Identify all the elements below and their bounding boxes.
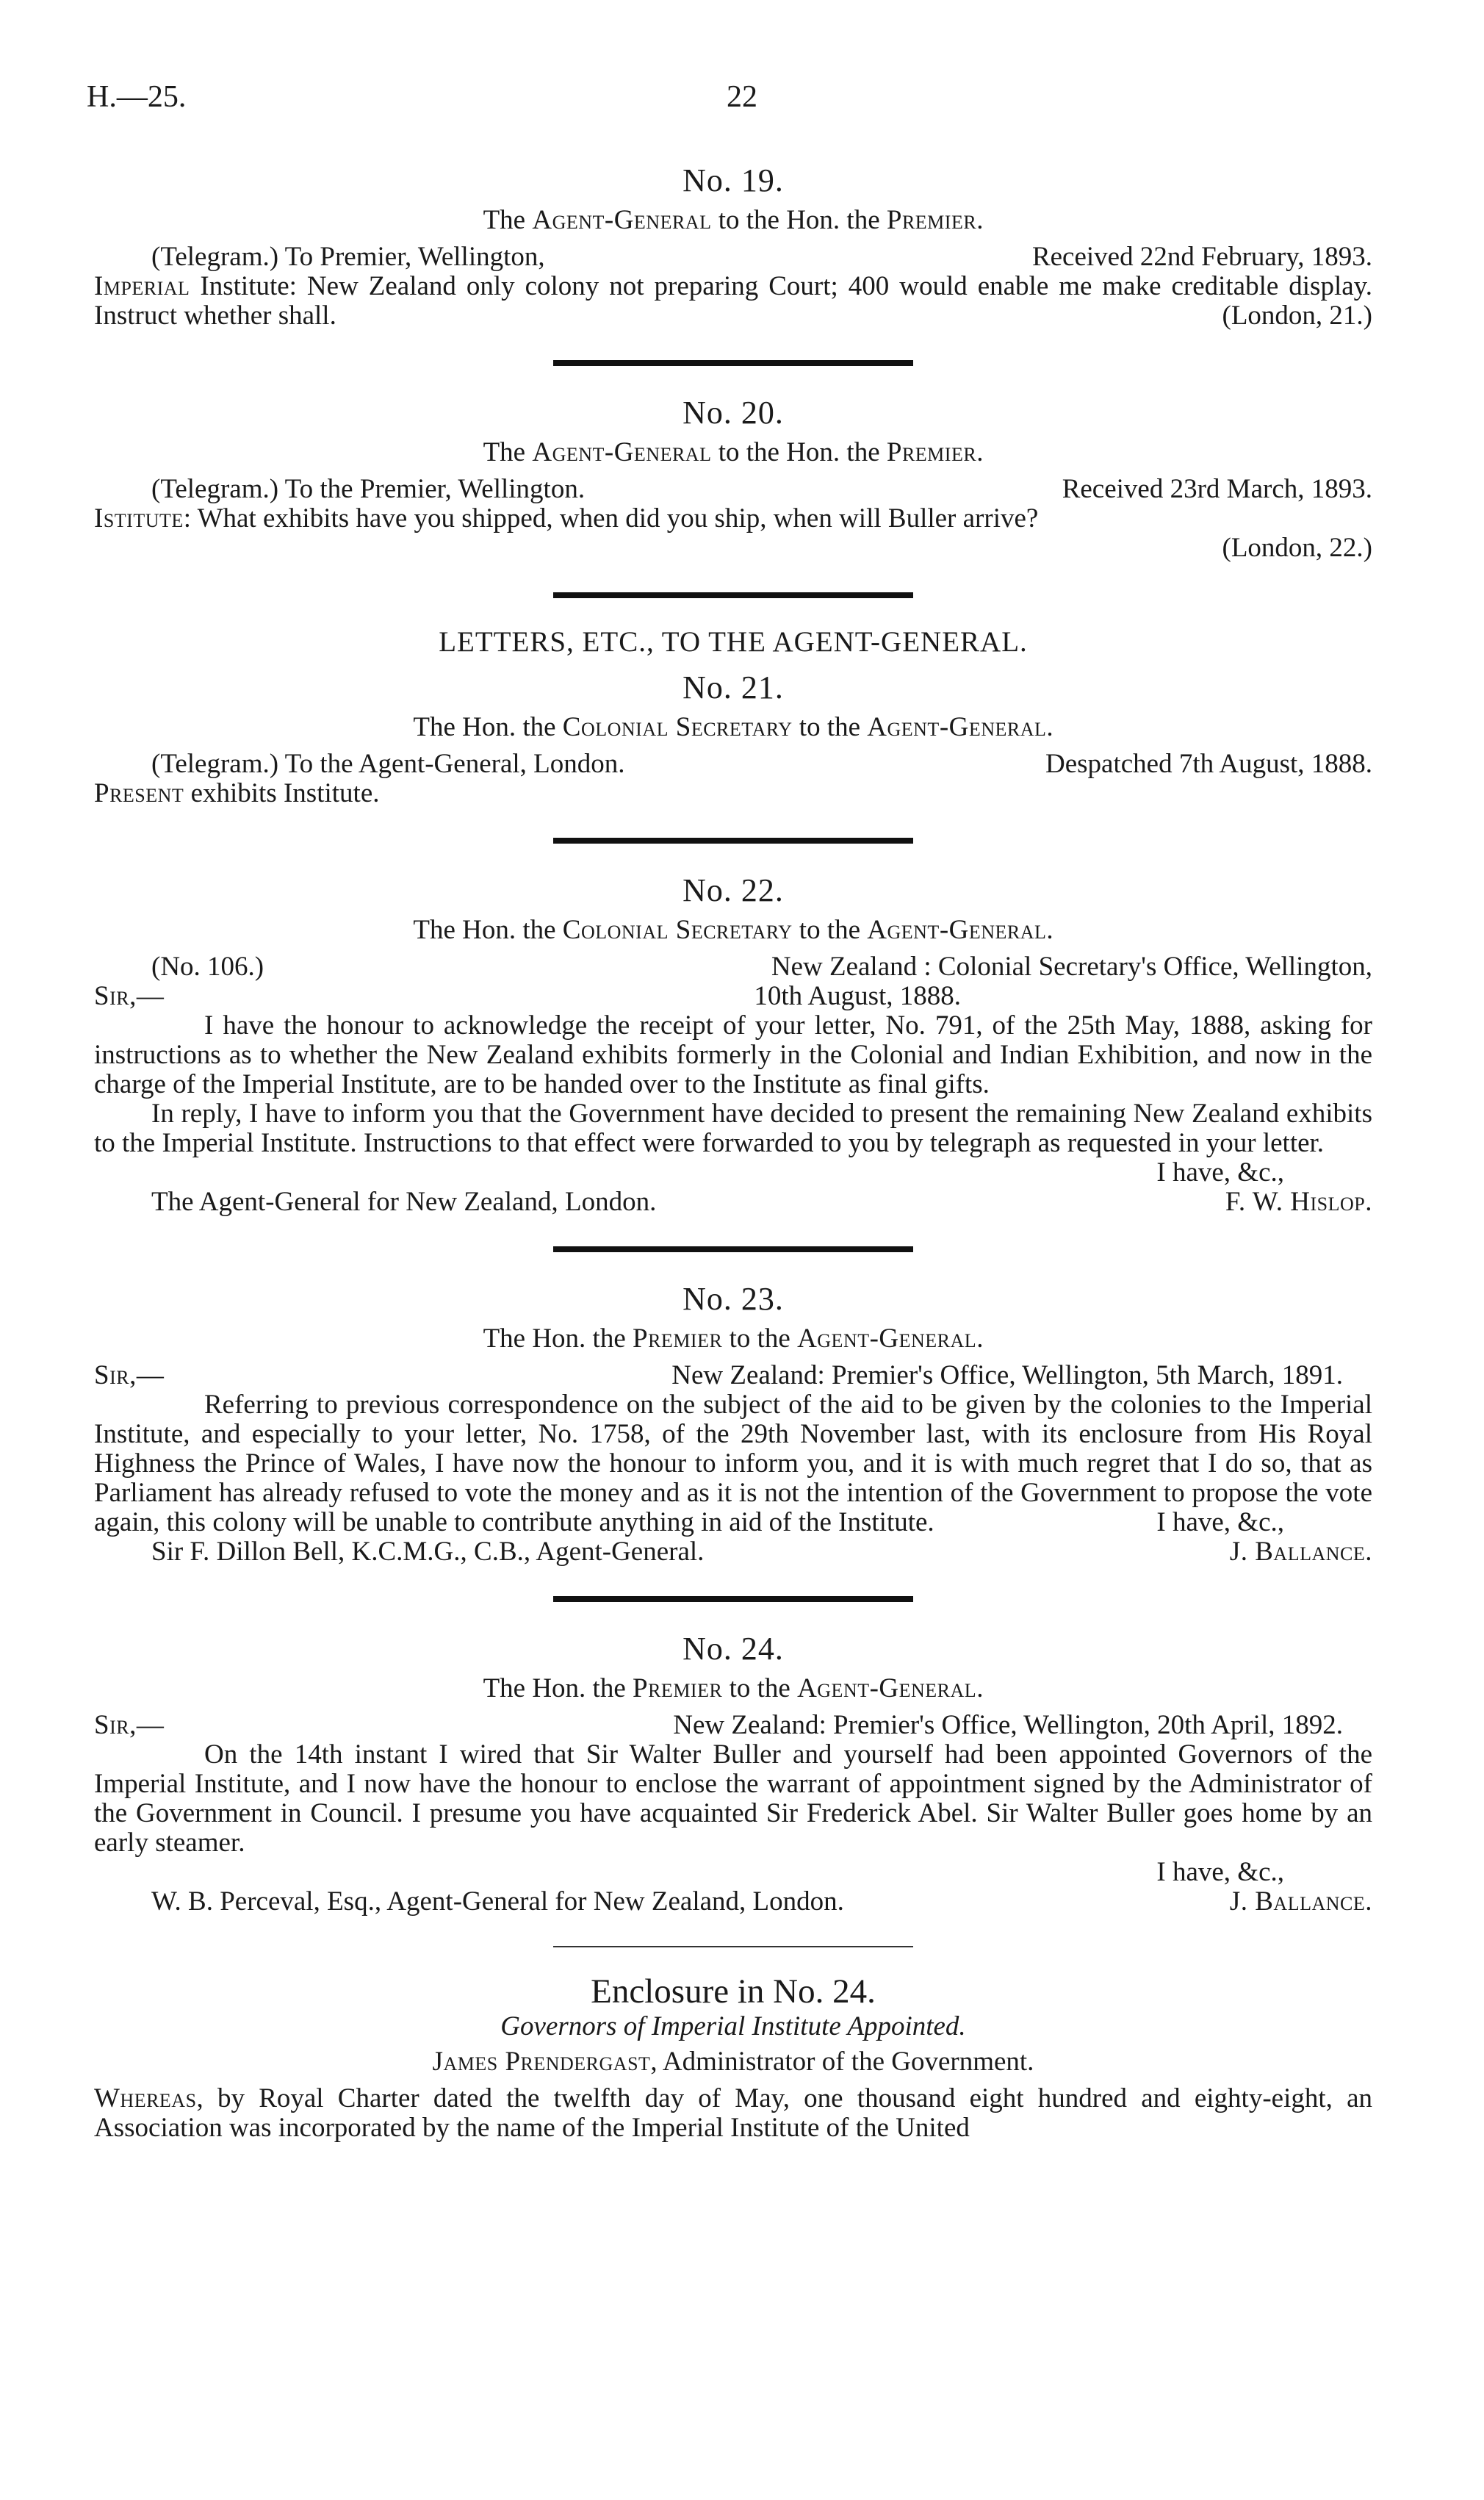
- salutation: Sir,—: [94, 1360, 165, 1390]
- item-from-to: The Agent-General to the Hon. the Premier.: [483, 205, 984, 235]
- item-no-21: [94, 670, 1372, 808]
- divider-rule-thin: [553, 1946, 913, 1947]
- item-no-22: [94, 873, 1372, 1217]
- telegram-body: Istitute: What exhibits have you shipped, when did you ship, when will Buller arrive?: [94, 503, 1039, 534]
- telegram-body: Imperial Institute: New Zealand only colony not preparing Court; 400 would enable me make creditable display. Instruct whether shall.: [94, 271, 1372, 331]
- enclosure-body: Whereas, by Royal Charter dated the twelfth day of May, one thousand eight hundred and eighty-eight, an Association was incorporated by the name of the Imperial Institute of the United: [94, 2083, 1372, 2143]
- item-number: No. 21.: [682, 669, 784, 705]
- divider-rule: [553, 838, 913, 844]
- item-number: No. 22.: [682, 872, 784, 908]
- salutation-line: [94, 982, 1372, 1011]
- telegram-line: [94, 243, 1372, 272]
- telegram-to: (Telegram.) To the Premier, Wellington.: [151, 474, 586, 504]
- telegram-received: Received 22nd February, 1893.: [1031, 242, 1372, 272]
- letter-signature: J. Ballance.: [1229, 1886, 1372, 1917]
- letter-date: 10th August, 1888.: [754, 981, 961, 1011]
- item-no-24: [94, 1631, 1372, 1917]
- page-content: [94, 147, 1372, 2143]
- telegram-to: (Telegram.) To Premier, Wellington,: [151, 242, 545, 272]
- salutation-line: [94, 1361, 1372, 1390]
- letter-place: New Zealand : Colonial Secretary's Office, Wellington,: [771, 952, 1372, 982]
- telegram-origin: (London, 22.): [1222, 533, 1372, 563]
- enclosure-no-24: [94, 1972, 1372, 2143]
- letter-addressee: The Agent-General for New Zealand, London.: [151, 1187, 657, 1217]
- telegram-line: [94, 475, 1372, 504]
- letter-paragraph: I have the honour to acknowledge the receipt of your letter, No. 791, of the 25th May, 1888, asking for instructions as to whether the New Zealand exhibits formerly in the Colonial and Indian Exhibition, and now in the charge of the Imperial Institute, are to be handed over to the Institute as final gifts.: [94, 1010, 1372, 1099]
- letter-reference: (No. 106.): [151, 952, 264, 982]
- divider-rule: [553, 1596, 913, 1602]
- item-number: No. 20.: [682, 395, 784, 431]
- telegram-body: Present exhibits Institute.: [94, 778, 380, 808]
- salutation-line: [94, 1711, 1372, 1740]
- item-no-19: [94, 163, 1372, 331]
- section-heading: LETTERS, ETC., TO THE AGENT-GENERAL.: [439, 626, 1028, 658]
- item-number: No. 19.: [682, 162, 784, 198]
- salutation: Sir,—: [94, 1710, 165, 1740]
- telegram-origin: (London, 21.): [1222, 301, 1372, 331]
- letter-closing: I have, &c.,: [1156, 1157, 1284, 1188]
- letter-addressee: Sir F. Dillon Bell, K.C.M.G., C.B., Agent-General.: [151, 1537, 705, 1567]
- letter-paragraph: In reply, I have to inform you that the Government have decided to present the remaining New Zealand exhibits to the Imperial Institute. Instructions to that effect were forwarded to you by telegraph as requested in your letter.: [94, 1099, 1372, 1158]
- signature-line: [94, 1887, 1372, 1917]
- page-number: 22: [727, 80, 757, 114]
- signature-line: [94, 1188, 1372, 1217]
- divider-rule: [553, 360, 913, 366]
- document-reference: H.—25.: [87, 80, 187, 114]
- item-no-20: [94, 395, 1372, 563]
- salutation: Sir,—: [94, 981, 165, 1011]
- divider-rule: [553, 1246, 913, 1252]
- item-from-to: The Hon. the Colonial Secretary to the Agent-General.: [413, 915, 1053, 945]
- item-from-to: The Hon. the Colonial Secretary to the Agent-General.: [413, 712, 1053, 742]
- item-number: No. 23.: [682, 1281, 784, 1317]
- item-from-to: The Hon. the Premier to the Agent-General.: [483, 1323, 984, 1354]
- signature-line: [94, 1537, 1372, 1567]
- telegram-despatched: Despatched 7th August, 1888.: [1045, 749, 1372, 779]
- letter-addressee: W. B. Perceval, Esq., Agent-General for New Zealand, London.: [151, 1886, 844, 1917]
- item-from-to: The Agent-General to the Hon. the Premier.: [483, 437, 984, 467]
- divider-rule: [553, 592, 913, 598]
- letter-paragraph: On the 14th instant I wired that Sir Walter Buller and yourself had been appointed Governors of the Imperial Institute, and I now have the honour to enclose the warrant of appointment signed by the Administrator of the Government in Council. I presume you have acquainted Sir Frederick Abel. Sir Walter Buller goes home by an early steamer.: [94, 1739, 1372, 1858]
- item-no-23: [94, 1282, 1372, 1567]
- item-number: No. 24.: [682, 1631, 784, 1667]
- letter-signature: F. W. Hislop.: [1225, 1187, 1372, 1217]
- item-from-to: The Hon. the Premier to the Agent-General.: [483, 1673, 984, 1703]
- letter-place: New Zealand: Premier's Office, Wellington, 5th March, 1891.: [671, 1360, 1343, 1390]
- letter-paragraph: Referring to previous correspondence on the subject of the aid to be given by the colonies to the Imperial Institute, and especially to your letter, No. 1758, of the 29th November last, with its enclosure from His Royal Highness the Prince of Wales, I have now the honour to inform you, and it is with much regret that I do so, that as Parliament has already refused to vote the money and as it is not the intention of the Government to propose the vote again, this colony will be unable to contribute anything in aid of the Institute.: [94, 1390, 1372, 1537]
- enclosure-subtitle: Governors of Imperial Institute Appointed.: [500, 2011, 966, 2041]
- telegram-received: Received 23rd March, 1893.: [1062, 474, 1372, 504]
- telegram-line: [94, 750, 1372, 779]
- telegram-to: (Telegram.) To the Agent-General, London.: [151, 749, 625, 779]
- enclosure-administrator: James Prendergast, Administrator of the Government.: [432, 2047, 1034, 2077]
- letter-closing: I have, &c.,: [1156, 1857, 1284, 1887]
- letter-closing: I have, &c.,: [1156, 1507, 1284, 1537]
- letter-header-line: [94, 952, 1372, 982]
- enclosure-title: Enclosure in No. 24.: [591, 1972, 876, 2011]
- letter-place: New Zealand: Premier's Office, Wellington, 20th April, 1892.: [673, 1710, 1343, 1740]
- letter-signature: J. Ballance.: [1229, 1537, 1372, 1567]
